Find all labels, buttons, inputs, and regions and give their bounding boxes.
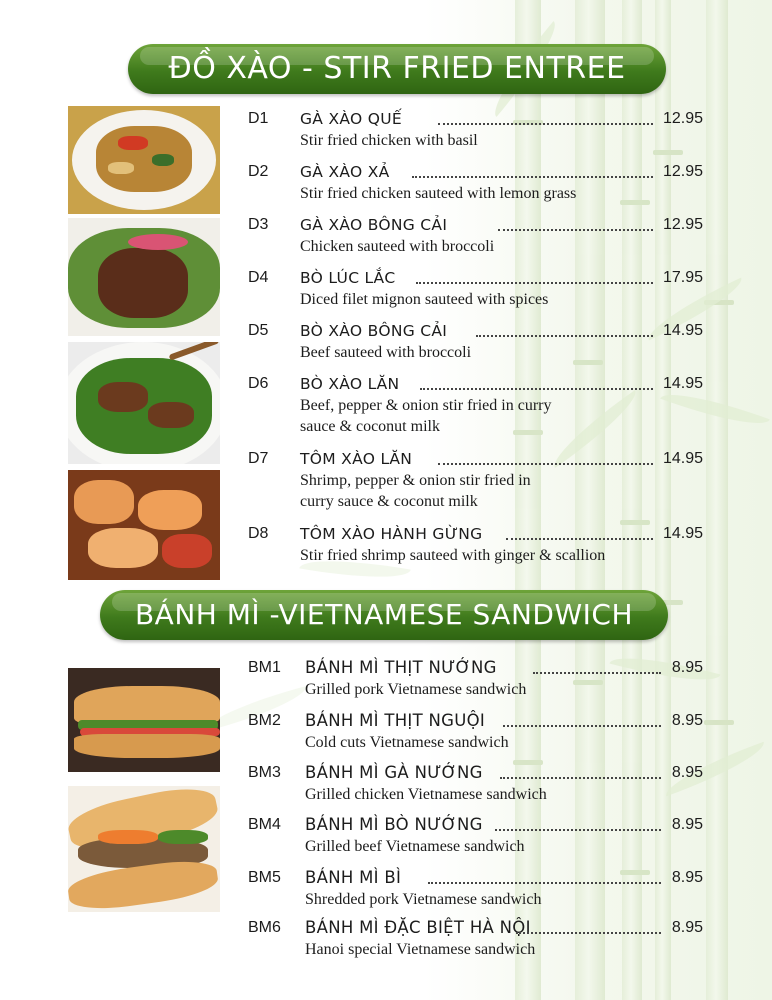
item-name: BÁNH MÌ ĐẶC BIỆT HÀ NỘI: [305, 918, 531, 937]
leader-dots: [420, 373, 653, 390]
menu-item-bm6: [248, 917, 703, 960]
item-price: 14.95: [662, 525, 703, 542]
item-description: Cold cuts Vietnamese sandwich: [305, 734, 509, 751]
shrimp-stir-fry-photo: [68, 470, 220, 580]
item-code: D1: [248, 110, 269, 127]
item-price: 8.95: [671, 816, 703, 833]
item-description: Beef sauteed with broccoli: [300, 344, 472, 361]
item-price: 14.95: [662, 450, 703, 467]
item-name: BÒ XÀO LĂN: [300, 375, 400, 393]
leader-dots: [476, 320, 653, 337]
item-name: GÀ XÀO BÔNG CẢI: [300, 216, 448, 234]
menu-item-bm3: [248, 762, 703, 805]
item-code: D2: [248, 163, 269, 180]
leader-dots: [503, 710, 661, 727]
item-code: BM6: [248, 919, 281, 936]
item-code: D5: [248, 322, 269, 339]
item-price: 17.95: [662, 269, 703, 286]
item-price: 14.95: [662, 375, 703, 392]
leader-dots: [412, 161, 653, 178]
menu-item-d7: [248, 448, 703, 512]
leader-dots: [428, 867, 661, 884]
item-price: 12.95: [662, 110, 703, 127]
item-price: 8.95: [671, 659, 703, 676]
item-price: 12.95: [662, 163, 703, 180]
menu-item-bm2: [248, 710, 703, 753]
beef-lettuce-photo: [68, 218, 220, 336]
item-description: Stir fried chicken with basil: [300, 132, 478, 149]
item-name: TÔM XÀO LĂN: [300, 450, 413, 468]
item-name: TÔM XÀO HÀNH GỪNG: [300, 525, 483, 543]
item-description-line2: curry sauce & coconut milk: [300, 493, 478, 510]
leader-dots: [495, 814, 661, 831]
menu-item-d3: [248, 214, 703, 257]
item-price: 12.95: [662, 216, 703, 233]
item-code: D8: [248, 525, 269, 542]
item-code: BM2: [248, 712, 281, 729]
item-price: 14.95: [662, 322, 703, 339]
menu-item-bm1: [248, 657, 703, 700]
item-code: BM3: [248, 764, 281, 781]
menu-item-d5: [248, 320, 703, 363]
item-description: Hanoi special Vietnamese sandwich: [305, 941, 536, 958]
menu-item-bm5: [248, 867, 703, 910]
item-code: BM1: [248, 659, 281, 676]
leader-dots: [533, 657, 661, 674]
item-name: BÒ XÀO BÔNG CẢI: [300, 322, 448, 340]
menu-item-d2: [248, 161, 703, 204]
leader-dots: [498, 214, 653, 231]
leader-dots: [438, 448, 653, 465]
item-price: 8.95: [671, 869, 703, 886]
item-description: Stir fried shrimp sauteed with ginger & scallion: [300, 547, 606, 564]
menu-item-d6: [248, 373, 703, 437]
item-description: Stir fried chicken sauteed with lemon grass: [300, 185, 577, 202]
item-name: BÁNH MÌ THỊT NƯỚNG: [305, 658, 497, 677]
section-banner-banh-mi: BÁNH MÌ -VIETNAMESE SANDWICH: [100, 590, 668, 640]
chicken-stir-fry-photo: [68, 106, 220, 214]
item-price: 8.95: [671, 764, 703, 781]
item-description: Beef, pepper & onion stir fried in curry: [300, 397, 552, 414]
section-banner-stir-fried: ĐỒ XÀO - STIR FRIED ENTREE: [128, 44, 666, 94]
item-description: Grilled chicken Vietnamese sandwich: [305, 786, 547, 803]
item-name: GÀ XÀO XẢ: [300, 163, 390, 181]
item-name: BÁNH MÌ GÀ NƯỚNG: [305, 763, 483, 782]
item-description-line2: sauce & coconut milk: [300, 418, 440, 435]
menu-item-d4: [248, 267, 703, 310]
item-name: GÀ XÀO QUẾ: [300, 110, 402, 128]
item-code: D7: [248, 450, 269, 467]
leader-dots: [500, 762, 661, 779]
leader-dots: [506, 523, 653, 540]
leader-dots: [516, 917, 661, 934]
leader-dots: [438, 108, 653, 125]
item-description: Grilled pork Vietnamese sandwich: [305, 681, 527, 698]
beef-broccoli-photo: [68, 342, 220, 464]
item-name: BÁNH MÌ BÌ: [305, 868, 402, 887]
item-price: 8.95: [671, 919, 703, 936]
item-description: Diced filet mignon sauteed with spices: [300, 291, 549, 308]
item-name: BÁNH MÌ BÒ NƯỚNG: [305, 815, 483, 834]
item-description: Shredded pork Vietnamese sandwich: [305, 891, 542, 908]
banh-mi-photo: [68, 668, 220, 772]
item-code: D6: [248, 375, 269, 392]
item-description: Shrimp, pepper & onion stir fried in: [300, 472, 531, 489]
item-name: BÒ LÚC LẮC: [300, 269, 396, 287]
leader-dots: [416, 267, 653, 284]
menu-item-d8: [248, 523, 703, 566]
menu-item-bm4: [248, 814, 703, 857]
item-description: Chicken sauteed with broccoli: [300, 238, 495, 255]
item-code: BM4: [248, 816, 281, 833]
banh-mi-closeup-photo: [68, 786, 220, 912]
item-name: BÁNH MÌ THỊT NGUỘI: [305, 711, 486, 730]
item-price: 8.95: [671, 712, 703, 729]
item-code: D3: [248, 216, 269, 233]
item-description: Grilled beef Vietnamese sandwich: [305, 838, 525, 855]
menu-item-d1: [248, 108, 703, 151]
item-code: D4: [248, 269, 269, 286]
item-code: BM5: [248, 869, 281, 886]
